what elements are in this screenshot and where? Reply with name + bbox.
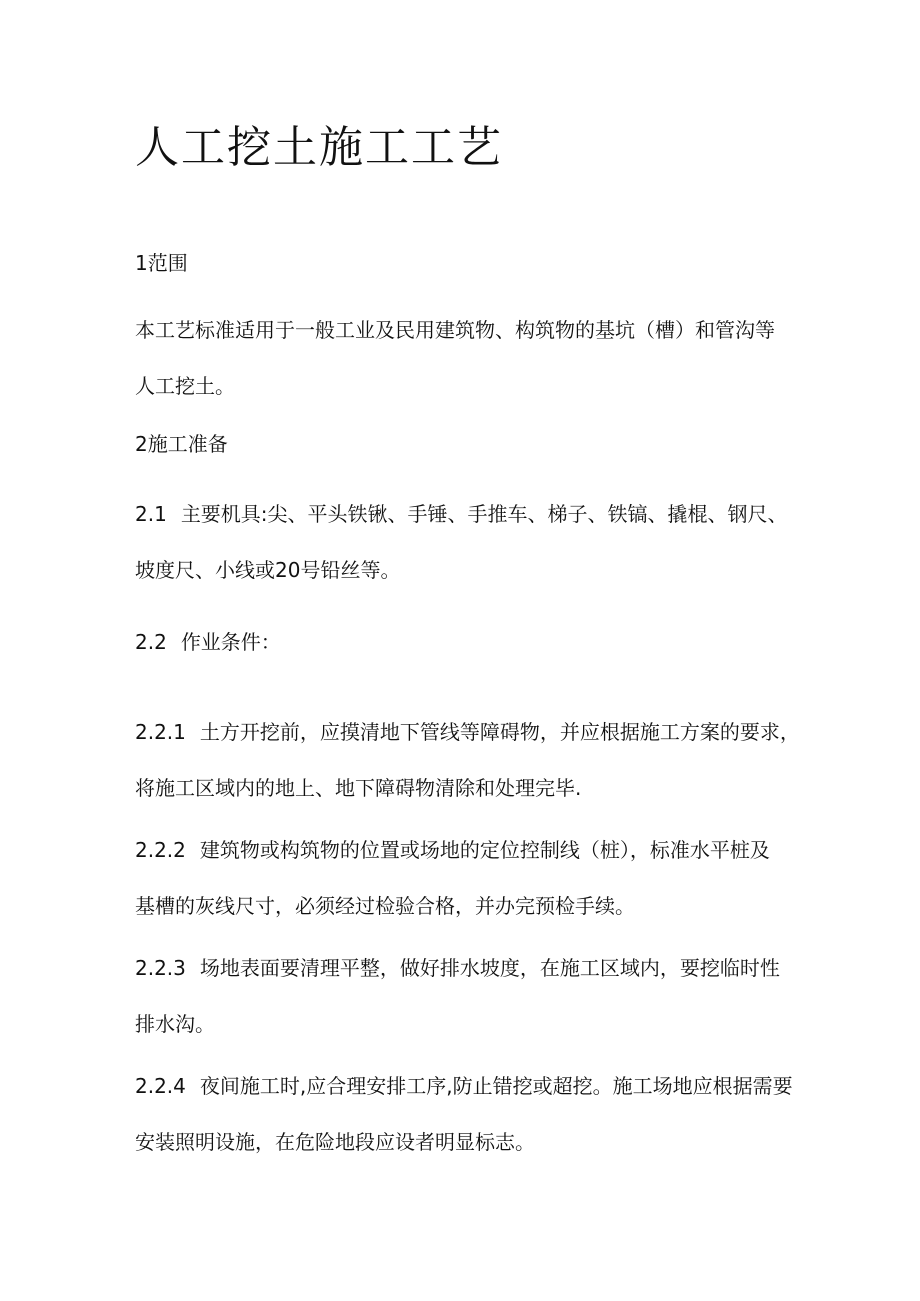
paragraph-line: 安装照明设施，在危险地段应设者明显标志。 xyxy=(135,1130,535,1154)
section-heading-text: 2施工准备 xyxy=(135,432,228,456)
paragraph-line: 坡度尺、小线或20号铅丝等。 xyxy=(135,558,401,582)
paragraph-line xyxy=(135,486,795,542)
paragraph-line xyxy=(135,822,795,878)
section-2-heading xyxy=(135,416,795,472)
clause-2-2-2 xyxy=(135,822,795,934)
clause-text: 场地表面要清理平整，做好排水坡度，在施工区域内，要挖临时性 xyxy=(199,956,780,980)
paragraph-line: 基槽的灰线尺寸，必须经过检验合格，并办完预检手续。 xyxy=(135,894,635,918)
paragraph-line xyxy=(135,704,800,760)
clause-2-2-4 xyxy=(135,1058,795,1170)
section-1-heading xyxy=(135,235,795,291)
paragraph-line xyxy=(135,614,795,670)
clause-number: 2.2.4 xyxy=(135,1074,186,1098)
clause-2-2-3 xyxy=(135,940,795,1052)
section-heading-text: 1范围 xyxy=(135,251,188,275)
clause-text: 夜间施工时,应合理安排工序,防止错挖或超挖。施工场地应根据需要 xyxy=(199,1074,793,1098)
clause-text: 主要机具:尖、平头铁锹、手锤、手推车、梯子、铁镐、撬棍、钢尺、 xyxy=(180,502,788,526)
clause-2-1 xyxy=(135,486,795,598)
paragraph-line: 本工艺标准适用于一般工业及民用建筑物、构筑物的基坑（槽）和管沟等 xyxy=(135,318,775,342)
paragraph-line: 将施工区域内的地上、地下障碍物清除和处理完毕. xyxy=(135,776,582,800)
paragraph-line: 排水沟。 xyxy=(135,1012,215,1036)
paragraph-line xyxy=(135,1058,795,1114)
clause-text: 建筑物或构筑物的位置或场地的定位控制线（桩），标准水平桩及 xyxy=(199,838,770,862)
clause-text: 土方开挖前，应摸清地下管线等障碍物，并应根据施工方案的要求， xyxy=(199,720,800,744)
clause-number: 2.2.2 xyxy=(135,838,186,862)
clause-number: 2.2 xyxy=(135,630,167,654)
clause-2-2 xyxy=(135,614,795,670)
clause-2-2-1 xyxy=(135,704,800,816)
document-title: 人工挖土施工工艺 xyxy=(135,122,503,173)
clause-number: 2.1 xyxy=(135,502,167,526)
paragraph-line: 人工挖土。 xyxy=(135,374,235,398)
clause-number: 2.2.1 xyxy=(135,720,186,744)
clause-number: 2.2.3 xyxy=(135,956,186,980)
paragraph-line xyxy=(135,940,795,996)
section-1-body xyxy=(135,302,795,414)
clause-text: 作业条件： xyxy=(180,630,281,654)
